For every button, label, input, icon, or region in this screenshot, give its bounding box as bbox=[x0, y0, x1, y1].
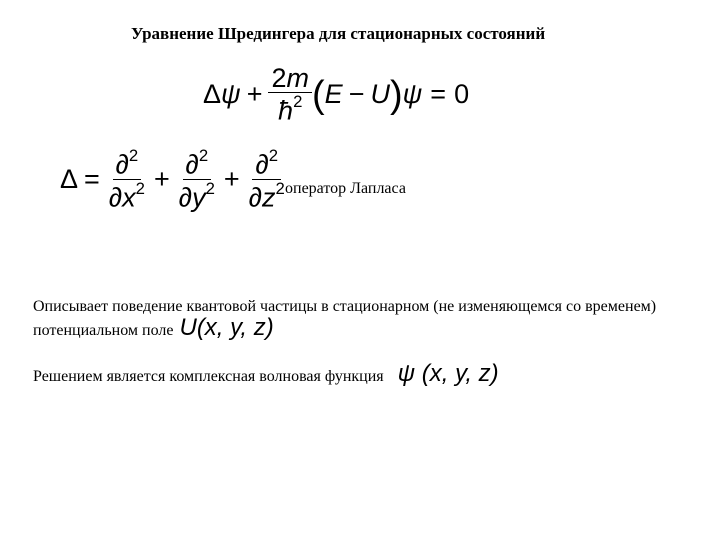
description-paragraph bbox=[33, 296, 693, 341]
schrodinger-equation bbox=[203, 64, 469, 125]
energy-symbol: E bbox=[324, 79, 343, 110]
partial-symbol: ∂ bbox=[115, 149, 129, 180]
exponent: 2 bbox=[205, 178, 215, 198]
paren-open: ( bbox=[312, 73, 325, 116]
laplace-symbol: Δ bbox=[60, 163, 79, 194]
plus-sign: + bbox=[153, 163, 170, 194]
solution-line bbox=[33, 360, 499, 388]
wave-function: ψ (x, y, z) bbox=[397, 360, 499, 387]
solution-text: Решением является комплексная волновая функция bbox=[33, 368, 384, 385]
plus-sign: + bbox=[246, 79, 263, 110]
psi-symbol: ψ bbox=[221, 79, 241, 110]
zero: 0 bbox=[454, 79, 470, 110]
laplace-equation bbox=[60, 147, 288, 212]
hbar-symbol: ħ bbox=[278, 95, 294, 126]
fraction-numerator-var: m bbox=[286, 63, 310, 93]
partial-symbol: ∂ bbox=[255, 149, 269, 180]
paren-close: ) bbox=[389, 73, 403, 116]
equals-sign: = bbox=[430, 79, 447, 110]
var-x: x bbox=[122, 182, 136, 213]
potential-function: U(x, y, z) bbox=[179, 314, 274, 341]
var-y: y bbox=[192, 182, 206, 213]
fraction-2m-hbar2 bbox=[268, 64, 312, 125]
partial-symbol: ∂ bbox=[108, 182, 123, 213]
laplace-operator-label: оператор Лапласа bbox=[285, 180, 406, 197]
exponent: 2 bbox=[135, 178, 145, 198]
potential-symbol: U bbox=[370, 79, 390, 110]
equals-sign: = bbox=[84, 163, 100, 194]
exponent: 2 bbox=[268, 146, 279, 165]
hbar-exponent: 2 bbox=[293, 92, 303, 112]
partial-x-fraction bbox=[106, 147, 148, 212]
var-z: z bbox=[262, 182, 276, 213]
partial-symbol: ∂ bbox=[185, 149, 199, 180]
partial-z-fraction bbox=[246, 147, 288, 212]
exponent: 2 bbox=[275, 178, 285, 198]
partial-symbol: ∂ bbox=[248, 182, 263, 213]
exponent: 2 bbox=[198, 146, 209, 165]
minus-sign: − bbox=[348, 79, 365, 110]
partial-symbol: ∂ bbox=[178, 182, 193, 213]
psi-symbol-2: ψ bbox=[402, 79, 423, 110]
plus-sign: + bbox=[223, 163, 240, 194]
laplace-symbol: Δ bbox=[203, 79, 222, 110]
slide-title: Уравнение Шредингера для стационарных состояний bbox=[131, 24, 546, 43]
fraction-numerator-coef: 2 bbox=[271, 63, 287, 93]
exponent: 2 bbox=[128, 146, 139, 165]
description-text: Описывает поведение квантовой частицы в стационарном (не изменяющемся со временем) потенциальном поле bbox=[33, 298, 657, 339]
partial-y-fraction bbox=[176, 147, 218, 212]
